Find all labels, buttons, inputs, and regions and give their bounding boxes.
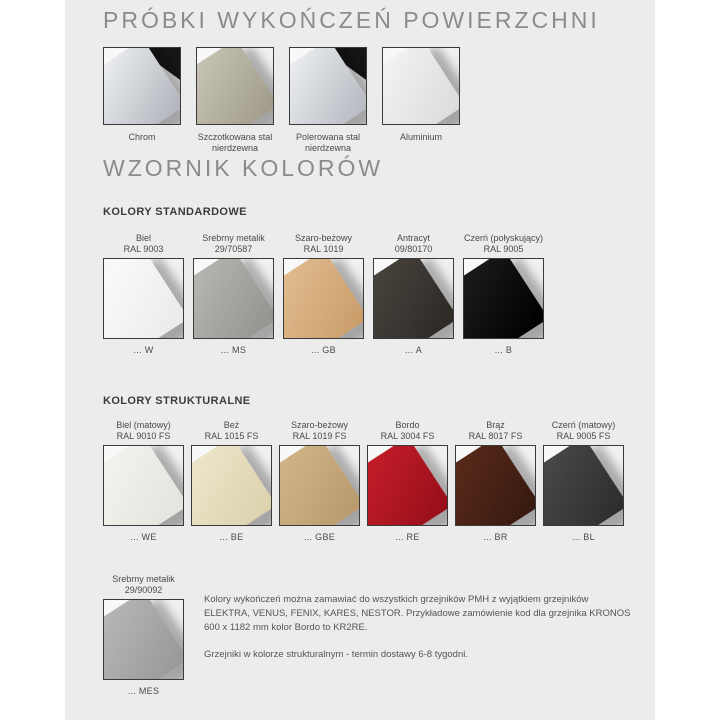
finish-swatch-label: Polerowana stal nierdzewna: [295, 132, 361, 153]
structural-colors-heading: KOLORY STRUKTURALNE: [103, 395, 251, 407]
color-swatch-code: ... RE: [395, 532, 420, 542]
finish-swatch-label: Aluminium: [399, 132, 442, 142]
swatch-sheet: [455, 445, 536, 526]
swatch-tile: [283, 258, 364, 339]
color-swatch-item: [543, 418, 624, 542]
color-swatch-caption: [94, 418, 194, 442]
color-swatch-ral: 29/70587: [214, 244, 253, 254]
color-swatch-caption: [182, 418, 282, 442]
color-swatch-name: Srebrny metalik: [112, 574, 175, 584]
content-panel: [65, 0, 655, 720]
finish-swatch-item: [289, 47, 367, 154]
color-swatch-ral: RAL 1015 FS: [204, 431, 259, 441]
color-swatch-caption: [454, 231, 554, 255]
swatch-tile: [289, 47, 367, 125]
color-swatch-name: Antracyt: [396, 233, 430, 243]
color-swatch-caption: [270, 418, 370, 442]
swatch-sheet: [279, 445, 360, 526]
color-swatch-code: ... WE: [130, 532, 157, 542]
swatch-sheet: [191, 445, 272, 526]
swatch-tile: [279, 445, 360, 526]
swatch-tile: [193, 258, 274, 339]
extra-swatch-container: [103, 572, 184, 696]
swatch-sheet: [373, 258, 454, 339]
page-content: [65, 0, 655, 696]
swatch-tile: [196, 47, 274, 125]
swatch-tile: [103, 599, 184, 680]
structural-swatch-row: [103, 418, 655, 542]
color-swatch-name: Szaro-beżowy: [294, 233, 353, 243]
swatch-tile: [103, 445, 184, 526]
order-info-text: [204, 572, 632, 696]
color-swatch-code: ... GB: [311, 345, 336, 355]
swatch-tile: [103, 258, 184, 339]
swatch-sheet: [367, 445, 448, 526]
color-swatch-ral: 09/80170: [394, 244, 433, 254]
swatch-tile: [543, 445, 624, 526]
color-swatch-code: ... GBE: [303, 532, 336, 542]
color-swatch-caption: [94, 572, 194, 596]
color-swatch-code: ... BL: [572, 532, 595, 542]
page-title-finishes: PRÓBKI WYKOŃCZEŃ POWIERZCHNI: [103, 7, 600, 33]
color-swatch-name: Szaro-beżowy: [290, 420, 349, 430]
color-swatch-name: Czerń (połyskujący): [463, 233, 544, 243]
color-swatch-item: [283, 231, 364, 355]
swatch-sheet: [543, 445, 624, 526]
color-swatch-code: ... BR: [483, 532, 508, 542]
color-swatch-name: Bordo: [395, 420, 420, 430]
color-swatch-item: [373, 231, 454, 355]
color-swatch-ral: RAL 9010 FS: [116, 431, 171, 441]
color-swatch-item: [367, 418, 448, 542]
color-swatch-caption: [364, 231, 464, 255]
color-swatch-ral: RAL 1019: [303, 244, 344, 254]
swatch-sheet: [283, 258, 364, 339]
color-swatch-code: ... A: [404, 345, 422, 355]
page-title-colors: WZORNIK KOLORÓW: [103, 155, 384, 181]
color-swatch-name: Srebrny metalik: [202, 233, 265, 243]
color-swatch-caption: [274, 231, 374, 255]
delivery-info-paragraph: Grzejniki w kolorze strukturalnym - termin dostawy 6-8 tygodni.: [204, 649, 468, 660]
color-swatch-name: Brąz: [486, 420, 505, 430]
color-swatch-code: ... W: [133, 345, 154, 355]
color-swatch-ral: RAL 9003: [123, 244, 164, 254]
swatch-sheet: [193, 258, 274, 339]
swatch-sheet: [463, 258, 544, 339]
swatch-tile: [367, 445, 448, 526]
swatch-sheet: [382, 47, 460, 125]
finish-swatch-row: [103, 47, 655, 154]
color-swatch-caption: [358, 418, 458, 442]
color-swatch-ral: RAL 9005 FS: [556, 431, 611, 441]
color-swatch-code: ... BE: [219, 532, 244, 542]
swatch-tile: [103, 47, 181, 125]
color-swatch-code: ... B: [494, 345, 513, 355]
color-swatch-item: [193, 231, 274, 355]
color-swatch-item: [191, 418, 272, 542]
color-swatch-code: ... MES: [127, 686, 160, 696]
swatch-tile: [463, 258, 544, 339]
color-swatch-caption: [446, 418, 546, 442]
color-swatch-ral: RAL 9005: [483, 244, 524, 254]
color-swatch-item: [103, 418, 184, 542]
swatch-sheet: [103, 258, 184, 339]
color-swatch-item: [279, 418, 360, 542]
swatch-tile: [373, 258, 454, 339]
color-swatch-name: Biel (matowy): [116, 420, 171, 430]
standard-swatch-row: [103, 231, 655, 355]
color-swatch-name: Czerń (matowy): [551, 420, 616, 430]
finish-swatch-item: [382, 47, 460, 143]
color-swatch-name: Beż: [223, 420, 240, 430]
color-swatch-caption: [534, 418, 634, 442]
color-swatch-item: [455, 418, 536, 542]
order-info-paragraph: Kolory wykończeń można zamawiać do wszystkich grzejników PMH z wyjątkiem grzejników ELEKTRA, VENUS, FENIX, KARES, NESTOR. Przykładowe zamówienie kod dla grzejnika KRONOS 600 x 1182 mm kolor Bordo to KR2RE.: [204, 594, 631, 633]
color-swatch-ral: 29/90092: [124, 585, 163, 595]
finish-swatch-item: [196, 47, 274, 154]
color-swatch-item: [463, 231, 544, 355]
swatch-sheet: [103, 445, 184, 526]
color-swatch-ral: RAL 3004 FS: [380, 431, 435, 441]
color-swatch-ral: RAL 1019 FS: [292, 431, 347, 441]
finish-swatch-label: Chrom: [128, 132, 156, 142]
color-swatch-item: [103, 572, 184, 696]
color-swatch-item: [103, 231, 184, 355]
swatch-tile: [455, 445, 536, 526]
color-swatch-code: ... MS: [220, 345, 247, 355]
swatch-tile: [382, 47, 460, 125]
finish-swatch-item: [103, 47, 181, 143]
swatch-sheet: [196, 47, 274, 125]
swatch-tile: [191, 445, 272, 526]
color-swatch-caption: [184, 231, 284, 255]
color-swatch-caption: [94, 231, 194, 255]
color-swatch-ral: RAL 8017 FS: [468, 431, 523, 441]
swatch-sheet: [103, 599, 184, 680]
bottom-section: [103, 572, 655, 696]
finish-swatch-label: Szczotkowana stal nierdzewna: [197, 132, 273, 153]
standard-colors-heading: KOLORY STANDARDOWE: [103, 206, 247, 218]
color-swatch-name: Biel: [135, 233, 151, 243]
